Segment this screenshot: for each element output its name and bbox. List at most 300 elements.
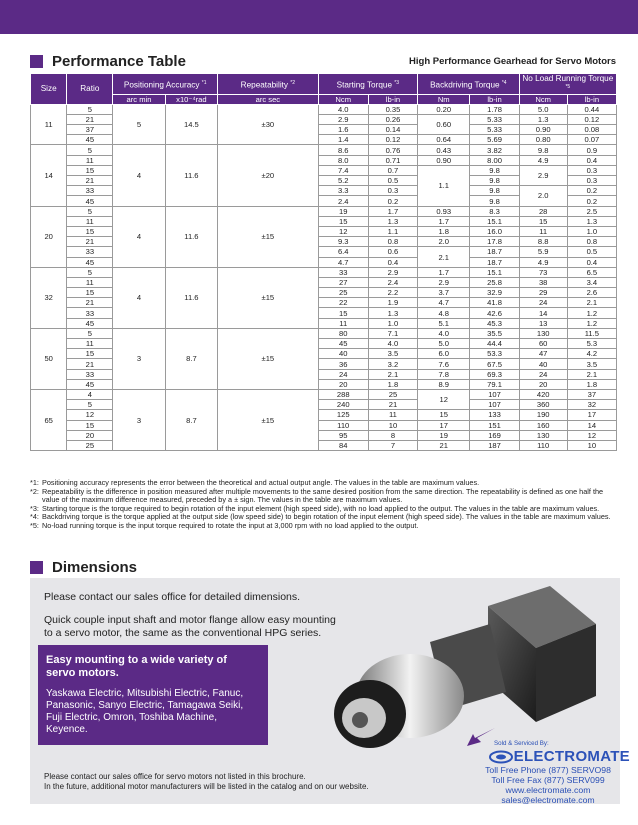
cell-back-nm: 4.7 <box>418 298 470 308</box>
cell-noload-ncm: 360 <box>519 400 567 410</box>
cell-start-ncm: 40 <box>318 349 368 359</box>
cell-ratio: 21 <box>67 114 113 124</box>
top-banner <box>0 0 638 34</box>
cell-start-ncm: 7.4 <box>318 165 368 175</box>
cell-back-nm: 3.7 <box>418 288 470 298</box>
cell-start-ncm: 22 <box>318 298 368 308</box>
cell-back-nm: 0.43 <box>418 145 470 155</box>
header-positioning-accuracy: Positioning Accuracy $^{*1}$ <box>113 74 218 95</box>
cell-noload-lbin: 0.9 <box>567 145 616 155</box>
cell-back-lbin: 53.3 <box>470 349 519 359</box>
unit-noload-ncm: Ncm <box>519 94 567 104</box>
cell-start-ncm: 2.4 <box>318 196 368 206</box>
cell-noload-ncm: 14 <box>519 308 567 318</box>
cell-back-lbin: 8.3 <box>470 206 519 216</box>
cell-start-lbin: 1.3 <box>368 308 417 318</box>
cell-noload-ncm: 130 <box>519 430 567 440</box>
cell-back-lbin: 169 <box>470 430 519 440</box>
performance-title: Performance Table <box>52 53 186 70</box>
cell-noload-lbin: 0.07 <box>567 135 616 145</box>
cell-back-nm: 5.1 <box>418 318 470 328</box>
cell-back-lbin: 187 <box>470 440 519 450</box>
cell-noload-ncm: 11 <box>519 226 567 236</box>
compat-title-1: Easy mounting to a wide variety of <box>46 654 227 666</box>
cell-repeatability: ±20 <box>218 145 319 206</box>
cell-back-nm: 0.20 <box>418 104 470 114</box>
gearhead-motor-image <box>300 584 618 764</box>
cell-start-lbin: 0.7 <box>368 165 417 175</box>
cell-start-ncm: 33 <box>318 267 368 277</box>
cell-noload-ncm: 2.9 <box>519 165 567 185</box>
performance-table-body <box>31 104 617 450</box>
cell-start-lbin: 1.7 <box>368 206 417 216</box>
cell-noload-ncm: 2.0 <box>519 186 567 206</box>
footnote-key: *3: <box>30 503 39 513</box>
motor-compat-box <box>38 645 268 745</box>
cell-start-lbin: 0.5 <box>368 176 417 186</box>
cell-back-lbin: 9.8 <box>470 196 519 206</box>
cell-ratio: 33 <box>67 369 113 379</box>
cell-start-ncm: 15 <box>318 216 368 226</box>
dealer-website-link[interactable]: www.electromate.com <box>505 785 591 795</box>
cell-noload-ncm: 1.3 <box>519 114 567 124</box>
cell-back-nm: 12 <box>418 389 470 409</box>
cell-back-lbin: 5.33 <box>470 114 519 124</box>
cell-size: 32 <box>31 267 67 328</box>
cell-noload-lbin: 11.5 <box>567 328 616 338</box>
cell-noload-ncm: 28 <box>519 206 567 216</box>
cell-noload-ncm: 160 <box>519 420 567 430</box>
cell-start-ncm: 4.7 <box>318 257 368 267</box>
cell-noload-lbin: 3.5 <box>567 359 616 369</box>
footnote-key: *4: <box>30 512 39 522</box>
cell-back-nm: 0.93 <box>418 206 470 216</box>
cell-back-lbin: 32.9 <box>470 288 519 298</box>
footnote-key: *1: <box>30 478 39 487</box>
cell-noload-ncm: 13 <box>519 318 567 328</box>
cell-ratio: 37 <box>67 125 113 135</box>
cell-back-nm: 6.0 <box>418 349 470 359</box>
cell-back-lbin: 1.78 <box>470 104 519 114</box>
cell-back-nm: 8.9 <box>418 379 470 389</box>
cell-noload-ncm: 0.90 <box>519 125 567 135</box>
cell-noload-ncm: 20 <box>519 379 567 389</box>
cell-back-nm: 0.90 <box>418 155 470 165</box>
cell-noload-lbin: 2.6 <box>567 288 616 298</box>
cell-back-nm: 1.7 <box>418 267 470 277</box>
dimensions-mount-text-2: to a servo motor, the same as the conventional HPG series. <box>44 627 322 639</box>
cell-start-lbin: 8 <box>368 430 417 440</box>
performance-table <box>30 73 617 451</box>
cell-ratio: 21 <box>67 298 113 308</box>
cell-repeatability: ±15 <box>218 389 319 450</box>
cell-repeatability: ±15 <box>218 267 319 328</box>
cell-back-lbin: 9.8 <box>470 186 519 196</box>
cell-start-ncm: 1.6 <box>318 125 368 135</box>
cell-back-lbin: 67.5 <box>470 359 519 369</box>
cell-start-lbin: 0.4 <box>368 257 417 267</box>
cell-noload-lbin: 0.3 <box>567 165 616 175</box>
cell-start-lbin: 0.35 <box>368 104 417 114</box>
cell-size: 14 <box>31 145 67 206</box>
cell-rad: 11.6 <box>165 206 217 267</box>
cell-noload-lbin: 12 <box>567 430 616 440</box>
section-square-icon <box>30 561 43 574</box>
cell-back-nm: 17 <box>418 420 470 430</box>
cell-noload-lbin: 1.0 <box>567 226 616 236</box>
cell-ratio: 20 <box>67 430 113 440</box>
table-row <box>31 389 617 399</box>
cell-start-ncm: 27 <box>318 277 368 287</box>
cell-noload-lbin: 0.3 <box>567 176 616 186</box>
cell-start-ncm: 6.4 <box>318 247 368 257</box>
cell-back-lbin: 5.69 <box>470 135 519 145</box>
cell-back-nm: 4.0 <box>418 328 470 338</box>
cell-rad: 8.7 <box>165 389 217 450</box>
cell-size: 50 <box>31 328 67 389</box>
footnote-text: Starting torque is the torque required to begin rotation of the input element (high speed side), with no load applied to the output. The values in the table are maximum values. <box>42 503 600 513</box>
cell-back-nm: 1.8 <box>418 226 470 236</box>
cell-noload-lbin: 0.2 <box>567 196 616 206</box>
cell-arcmin: 4 <box>113 267 165 328</box>
cell-back-lbin: 151 <box>470 420 519 430</box>
cell-noload-ncm: 24 <box>519 369 567 379</box>
footnote-text: Positioning accuracy represents the error between the theoretical and actual output angle. The values in the table are maximum values. <box>42 478 480 487</box>
cell-back-lbin: 35.5 <box>470 328 519 338</box>
cell-noload-ncm: 9.8 <box>519 145 567 155</box>
cell-start-ncm: 8.6 <box>318 145 368 155</box>
cell-noload-ncm: 40 <box>519 359 567 369</box>
cell-start-lbin: 1.3 <box>368 216 417 226</box>
cell-noload-lbin: 0.4 <box>567 155 616 165</box>
cell-ratio: 5 <box>67 104 113 114</box>
electromate-logo-icon <box>488 750 514 764</box>
cell-start-ncm: 24 <box>318 369 368 379</box>
cell-size: 11 <box>31 104 67 145</box>
cell-start-lbin: 3.5 <box>368 349 417 359</box>
cell-back-lbin: 107 <box>470 400 519 410</box>
header-backdriving-torque: Backdriving Torque $^{*4}$ <box>418 74 520 95</box>
cell-start-ncm: 12 <box>318 226 368 236</box>
cell-noload-ncm: 29 <box>519 288 567 298</box>
cell-ratio: 45 <box>67 257 113 267</box>
table-row <box>31 267 617 277</box>
cell-ratio: 11 <box>67 277 113 287</box>
cell-start-lbin: 1.1 <box>368 226 417 236</box>
cell-back-nm: 15 <box>418 410 470 420</box>
cell-noload-ncm: 4.9 <box>519 257 567 267</box>
cell-noload-ncm: 420 <box>519 389 567 399</box>
cell-back-lbin: 107 <box>470 389 519 399</box>
cell-start-lbin: 0.3 <box>368 186 417 196</box>
cell-start-ncm: 11 <box>318 318 368 328</box>
cell-size: 65 <box>31 389 67 450</box>
dimensions-section-heading <box>30 559 137 576</box>
cell-back-lbin: 25.8 <box>470 277 519 287</box>
cell-noload-lbin: 0.4 <box>567 257 616 267</box>
cell-start-ncm: 80 <box>318 328 368 338</box>
cell-start-ncm: 125 <box>318 410 368 420</box>
unit-arcmin: arc min <box>113 94 165 104</box>
cell-start-lbin: 7 <box>368 440 417 450</box>
cell-noload-lbin: 4.2 <box>567 349 616 359</box>
footnotes <box>30 479 612 531</box>
cell-repeatability: ±15 <box>218 206 319 267</box>
cell-noload-ncm: 190 <box>519 410 567 420</box>
cell-ratio: 12 <box>67 410 113 420</box>
cell-start-ncm: 8.0 <box>318 155 368 165</box>
cell-back-nm: 1.1 <box>418 165 470 206</box>
cell-noload-lbin: 5.3 <box>567 339 616 349</box>
cell-noload-lbin: 6.5 <box>567 267 616 277</box>
cell-back-nm: 21 <box>418 440 470 450</box>
cell-noload-lbin: 32 <box>567 400 616 410</box>
cell-noload-ncm: 5.0 <box>519 104 567 114</box>
performance-subtitle: High Performance Gearhead for Servo Motors <box>409 56 616 67</box>
cell-ratio: 21 <box>67 237 113 247</box>
cell-back-lbin: 45.3 <box>470 318 519 328</box>
cell-back-nm: 7.8 <box>418 369 470 379</box>
cell-start-lbin: 0.26 <box>368 114 417 124</box>
cell-start-ncm: 45 <box>318 339 368 349</box>
pointer-arrow-icon <box>463 726 497 748</box>
cell-start-ncm: 84 <box>318 440 368 450</box>
cell-ratio: 45 <box>67 135 113 145</box>
cell-noload-lbin: 0.2 <box>567 186 616 196</box>
cell-noload-lbin: 17 <box>567 410 616 420</box>
cell-ratio: 21 <box>67 359 113 369</box>
dealer-email-link[interactable]: sales@electromate.com <box>501 795 595 805</box>
cell-noload-ncm: 0.80 <box>519 135 567 145</box>
cell-ratio: 45 <box>67 379 113 389</box>
cell-noload-lbin: 14 <box>567 420 616 430</box>
cell-start-ncm: 3.3 <box>318 186 368 196</box>
performance-section-heading <box>30 53 186 70</box>
cell-ratio: 15 <box>67 349 113 359</box>
cell-ratio: 5 <box>67 328 113 338</box>
cell-noload-ncm: 130 <box>519 328 567 338</box>
cell-back-nm: 0.64 <box>418 135 470 145</box>
dealer-block <box>466 740 630 805</box>
cell-back-lbin: 3.82 <box>470 145 519 155</box>
cell-back-nm: 2.0 <box>418 237 470 247</box>
cell-start-lbin: 2.1 <box>368 369 417 379</box>
cell-noload-lbin: 0.12 <box>567 114 616 124</box>
cell-noload-lbin: 3.4 <box>567 277 616 287</box>
cell-ratio: 4 <box>67 389 113 399</box>
cell-start-ncm: 15 <box>318 308 368 318</box>
cell-back-lbin: 42.6 <box>470 308 519 318</box>
footnote <box>30 522 612 531</box>
cell-noload-lbin: 1.2 <box>567 318 616 328</box>
cell-start-ncm: 288 <box>318 389 368 399</box>
cell-back-lbin: 133 <box>470 410 519 420</box>
cell-noload-ncm: 110 <box>519 440 567 450</box>
unit-back-lbin: lb-in <box>470 94 519 104</box>
cell-ratio: 25 <box>67 440 113 450</box>
unit-start-ncm: Ncm <box>318 94 368 104</box>
footnote-text: Repeatability is the difference in position measured after multiple movements to the same desired position from the same direction. The repeatability is defined as one half the value of the maximum difference measured, preceded by a ± sign. The values in the table are maximum values. <box>42 486 604 505</box>
dimensions-footer: Please contact our sales office for servo motors not listed in this brochure. In the future, additional motor manufacturers will be listed in the catalog and on our website. <box>44 772 369 791</box>
cell-back-nm: 5.0 <box>418 339 470 349</box>
section-square-icon <box>30 55 43 68</box>
cell-start-lbin: 1.8 <box>368 379 417 389</box>
dealer-fax: Toll Free Fax (877) SERV099 <box>491 775 605 785</box>
dimensions-mount-text-1: Quick couple input shaft and motor flange allow easy mounting <box>44 614 336 626</box>
table-row <box>31 206 617 216</box>
cell-start-lbin: 0.71 <box>368 155 417 165</box>
header-repeatability: Repeatability $^{*2}$ <box>218 74 319 95</box>
cell-start-lbin: 2.2 <box>368 288 417 298</box>
cell-start-ncm: 36 <box>318 359 368 369</box>
cell-arcmin: 3 <box>113 328 165 389</box>
footnote <box>30 488 612 505</box>
cell-noload-ncm: 15 <box>519 216 567 226</box>
table-row <box>31 145 617 155</box>
unit-noload-lbin: lb-in <box>567 94 616 104</box>
cell-start-lbin: 7.1 <box>368 328 417 338</box>
cell-start-lbin: 2.4 <box>368 277 417 287</box>
cell-back-nm: 2.1 <box>418 247 470 267</box>
cell-start-ncm: 19 <box>318 206 368 216</box>
sold-by-text: Sold & Serviced By: <box>494 740 549 747</box>
cell-noload-lbin: 1.2 <box>567 308 616 318</box>
cell-ratio: 11 <box>67 155 113 165</box>
cell-start-lbin: 0.12 <box>368 135 417 145</box>
dealer-brand: ELECTROMATE <box>513 748 630 765</box>
compat-title-2: servo motors. <box>46 667 119 679</box>
cell-ratio: 5 <box>67 400 113 410</box>
cell-back-lbin: 9.8 <box>470 165 519 175</box>
cell-ratio: 11 <box>67 216 113 226</box>
cell-ratio: 5 <box>67 206 113 216</box>
cell-start-ncm: 4.0 <box>318 104 368 114</box>
cell-start-ncm: 9.3 <box>318 237 368 247</box>
cell-start-ncm: 240 <box>318 400 368 410</box>
cell-noload-ncm: 73 <box>519 267 567 277</box>
cell-back-lbin: 17.8 <box>470 237 519 247</box>
dealer-brand-row <box>466 748 630 765</box>
cell-start-ncm: 25 <box>318 288 368 298</box>
cell-noload-lbin: 2.1 <box>567 369 616 379</box>
cell-arcmin: 3 <box>113 389 165 450</box>
cell-ratio: 45 <box>67 196 113 206</box>
compat-list: Yaskawa Electric, Mitsubishi Electric, Fanuc, Panasonic, Sanyo Electric, Tamagawa Seiki, Fuji Electric, Omron, Toshiba Machine, Keyence. <box>46 688 244 735</box>
cell-start-ncm: 95 <box>318 430 368 440</box>
cell-ratio: 5 <box>67 145 113 155</box>
cell-back-lbin: 15.1 <box>470 216 519 226</box>
table-row <box>31 328 617 338</box>
footnote-key: *2: <box>30 486 39 496</box>
cell-back-nm: 0.60 <box>418 114 470 134</box>
footnote-text: No-load running torque is the input torque required to rotate the input at 3,000 rpm with no load applied to the output. <box>42 520 419 530</box>
cell-noload-ncm: 4.9 <box>519 155 567 165</box>
cell-back-lbin: 41.8 <box>470 298 519 308</box>
cell-rad: 11.6 <box>165 145 217 206</box>
cell-rad: 14.5 <box>165 104 217 145</box>
cell-back-lbin: 16.0 <box>470 226 519 236</box>
unit-rad: x10⁻⁴rad <box>165 94 217 104</box>
cell-noload-lbin: 1.3 <box>567 216 616 226</box>
header-size: Size <box>31 74 67 105</box>
unit-start-lbin: lb-in <box>368 94 417 104</box>
cell-noload-ncm: 24 <box>519 298 567 308</box>
cell-start-lbin: 1.9 <box>368 298 417 308</box>
cell-arcmin: 5 <box>113 104 165 145</box>
cell-start-lbin: 3.2 <box>368 359 417 369</box>
cell-start-ncm: 110 <box>318 420 368 430</box>
cell-noload-lbin: 0.44 <box>567 104 616 114</box>
cell-size: 20 <box>31 206 67 267</box>
cell-back-lbin: 44.4 <box>470 339 519 349</box>
cell-noload-lbin: 0.8 <box>567 237 616 247</box>
footnote-key: *5: <box>30 520 39 530</box>
header-starting-torque: Starting Torque $^{*3}$ <box>318 74 417 95</box>
cell-start-lbin: 10 <box>368 420 417 430</box>
cell-noload-ncm: 8.8 <box>519 237 567 247</box>
cell-start-lbin: 0.76 <box>368 145 417 155</box>
cell-start-lbin: 21 <box>368 400 417 410</box>
cell-noload-lbin: 0.08 <box>567 125 616 135</box>
cell-repeatability: ±30 <box>218 104 319 145</box>
footnote-text: Backdriving torque is the torque applied at the output side (low speed side) to begin rotation of the input element (high speed side). The values in the table are maximum values. <box>42 512 611 522</box>
unit-arcsec: arc sec <box>218 94 319 104</box>
cell-ratio: 5 <box>67 267 113 277</box>
cell-start-ncm: 1.4 <box>318 135 368 145</box>
header-ratio: Ratio <box>67 74 113 105</box>
cell-back-nm: 19 <box>418 430 470 440</box>
cell-noload-lbin: 37 <box>567 389 616 399</box>
dealer-phone: Toll Free Phone (877) SERVO98 <box>485 765 611 775</box>
cell-back-nm: 4.8 <box>418 308 470 318</box>
cell-noload-lbin: 0.5 <box>567 247 616 257</box>
cell-arcmin: 4 <box>113 145 165 206</box>
cell-rad: 11.6 <box>165 267 217 328</box>
cell-start-lbin: 11 <box>368 410 417 420</box>
cell-noload-lbin: 2.1 <box>567 298 616 308</box>
cell-start-lbin: 2.9 <box>368 267 417 277</box>
cell-arcmin: 4 <box>113 206 165 267</box>
cell-noload-ncm: 5.9 <box>519 247 567 257</box>
cell-back-lbin: 5.33 <box>470 125 519 135</box>
cell-ratio: 11 <box>67 339 113 349</box>
cell-start-ncm: 20 <box>318 379 368 389</box>
cell-ratio: 45 <box>67 318 113 328</box>
cell-start-lbin: 0.6 <box>368 247 417 257</box>
cell-noload-lbin: 1.8 <box>567 379 616 389</box>
cell-back-nm: 7.6 <box>418 359 470 369</box>
cell-back-lbin: 79.1 <box>470 379 519 389</box>
cell-ratio: 15 <box>67 165 113 175</box>
cell-ratio: 15 <box>67 288 113 298</box>
dimensions-contact-text: Please contact our sales office for detailed dimensions. <box>44 591 301 603</box>
cell-noload-ncm: 38 <box>519 277 567 287</box>
cell-noload-ncm: 60 <box>519 339 567 349</box>
cell-ratio: 15 <box>67 420 113 430</box>
cell-noload-lbin: 10 <box>567 440 616 450</box>
cell-ratio: 15 <box>67 226 113 236</box>
cell-noload-lbin: 2.5 <box>567 206 616 216</box>
cell-start-lbin: 0.14 <box>368 125 417 135</box>
cell-back-lbin: 15.1 <box>470 267 519 277</box>
cell-back-lbin: 9.8 <box>470 176 519 186</box>
cell-back-lbin: 8.00 <box>470 155 519 165</box>
cell-start-lbin: 0.2 <box>368 196 417 206</box>
cell-start-lbin: 4.0 <box>368 339 417 349</box>
cell-ratio: 21 <box>67 176 113 186</box>
cell-back-lbin: 69.3 <box>470 369 519 379</box>
cell-ratio: 33 <box>67 186 113 196</box>
